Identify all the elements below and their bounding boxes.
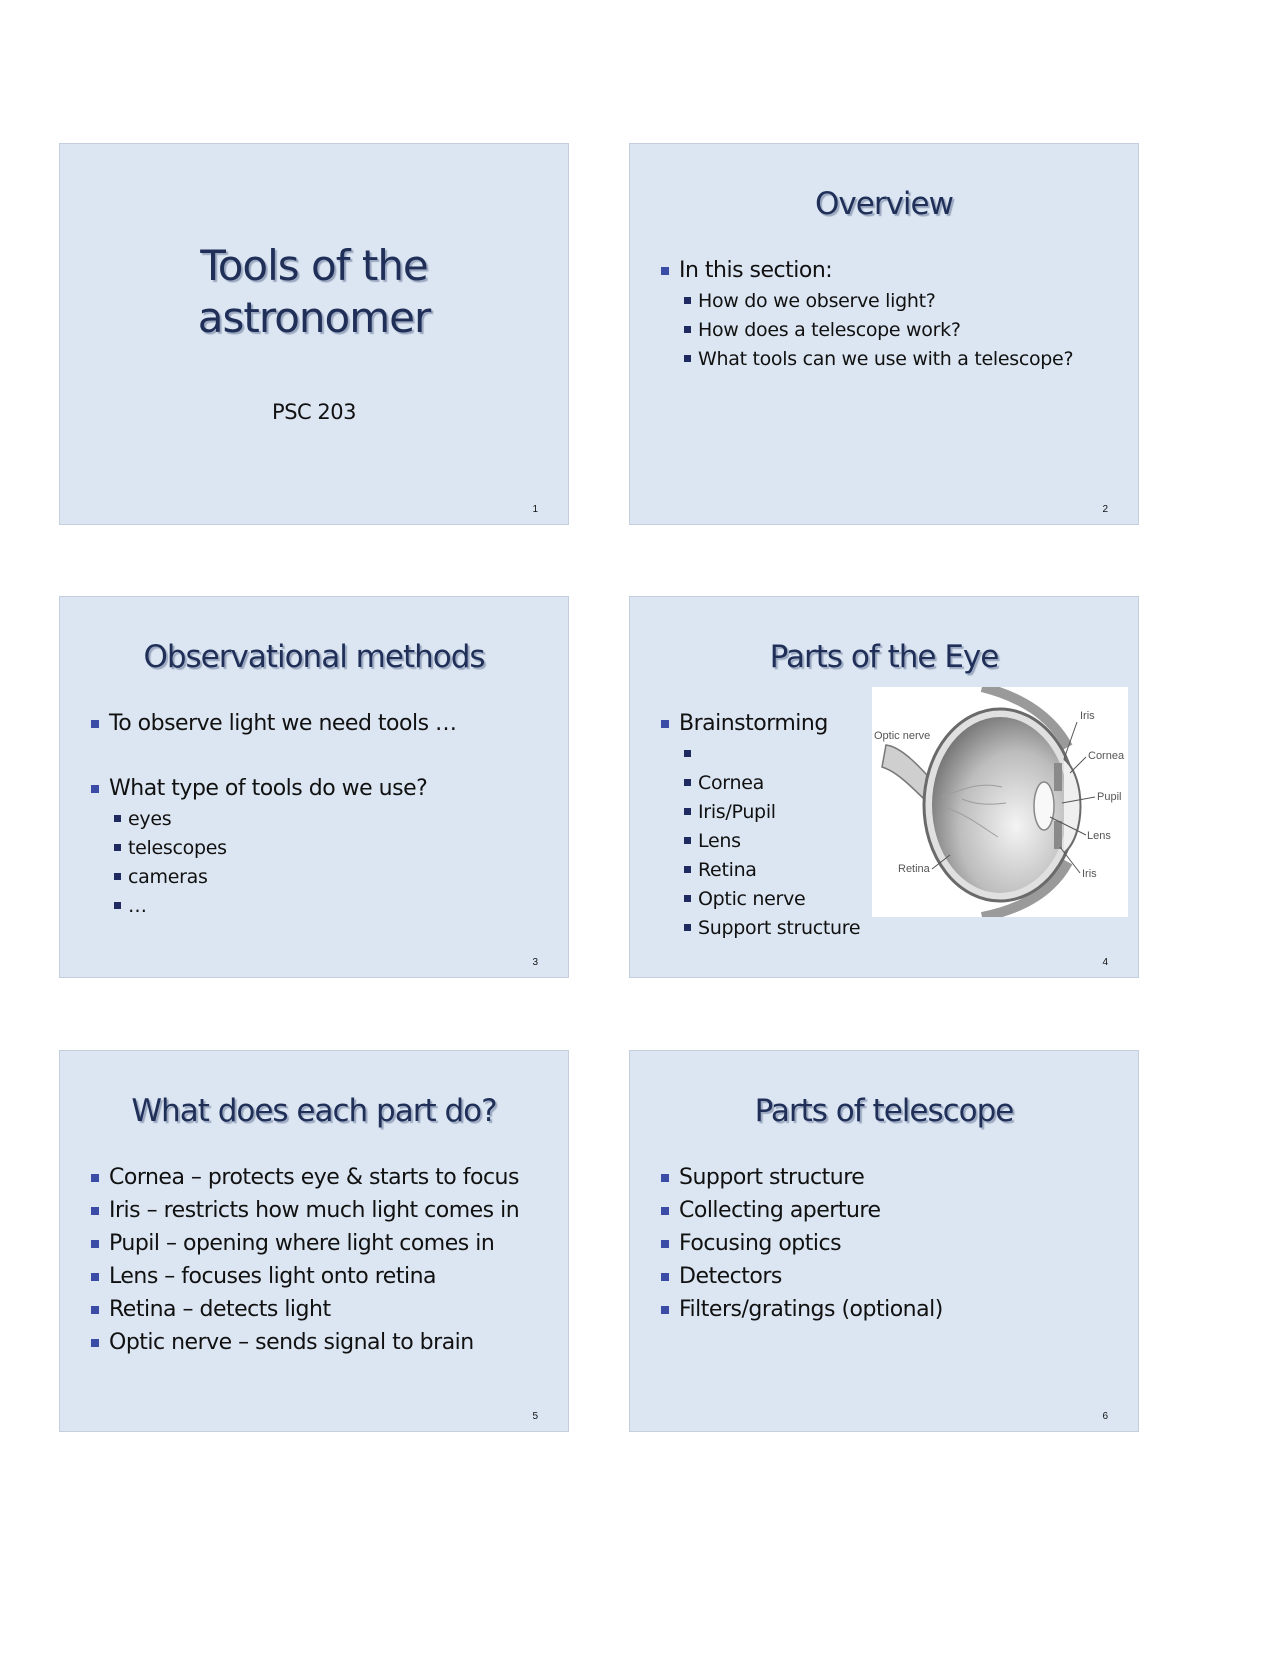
- list-item: telescopes: [90, 834, 457, 863]
- iris-upper-shape: [1054, 763, 1062, 791]
- eye-diagram: [872, 687, 1128, 917]
- slide-number: 4: [1102, 957, 1108, 968]
- bullet-list: [660, 707, 860, 943]
- list-item: Iris – restricts how much light comes in: [90, 1194, 519, 1227]
- list-item: …: [90, 892, 457, 921]
- title-line-2: astronomer: [197, 293, 431, 342]
- slide-title: Overview: [815, 186, 953, 222]
- label-retina: Retina: [898, 863, 930, 875]
- list-item: cameras: [90, 863, 457, 892]
- cornea-leader: [1070, 757, 1086, 773]
- list-item: Support structure: [660, 1161, 943, 1194]
- list-spacer: [90, 740, 457, 772]
- label-iris-bottom: Iris: [1082, 868, 1097, 880]
- title-line-1: Tools of the: [200, 241, 428, 290]
- slide-title: What does each part do?: [131, 1093, 497, 1129]
- label-iris-top: Iris: [1080, 710, 1095, 722]
- list-item: Focusing optics: [660, 1227, 943, 1260]
- slide-number: 6: [1102, 1411, 1108, 1422]
- eye-diagram-svg: [872, 687, 1128, 917]
- slide-subtitle: PSC 203: [272, 400, 356, 424]
- list-item: Retina: [660, 856, 860, 885]
- list-item: Pupil – opening where light comes in: [90, 1227, 519, 1260]
- list-item: Lens: [660, 827, 860, 856]
- bullet-list: [90, 1161, 519, 1359]
- list-item: Collecting aperture: [660, 1194, 943, 1227]
- slide-number: 3: [532, 957, 538, 968]
- slide-number: 5: [532, 1411, 538, 1422]
- list-item: Support structure: [660, 914, 860, 943]
- slide-title: [60, 240, 568, 344]
- list-item: What tools can we use with a telescope?: [660, 345, 1073, 374]
- list-item: Detectors: [660, 1260, 943, 1293]
- bullet-list: [660, 1161, 943, 1326]
- slide-number: 1: [532, 504, 538, 515]
- cornea-shape: [1064, 759, 1081, 853]
- slide-3: [59, 596, 569, 978]
- slide-1: [59, 143, 569, 525]
- bullet-list: [90, 707, 457, 921]
- label-cornea: Cornea: [1088, 750, 1125, 762]
- list-item: Filters/gratings (optional): [660, 1293, 943, 1326]
- label-pupil: Pupil: [1097, 791, 1122, 803]
- slide-title: Observational methods: [143, 639, 485, 675]
- list-item: Optic nerve: [660, 885, 860, 914]
- label-optic-nerve: Optic nerve: [874, 730, 931, 742]
- slide-6: [629, 1050, 1139, 1432]
- list-item: Cornea: [660, 769, 860, 798]
- list-item: To observe light we need tools …: [90, 707, 457, 740]
- list-item: Optic nerve – sends signal to brain: [90, 1326, 519, 1359]
- list-item: Cornea – protects eye & starts to focus: [90, 1161, 519, 1194]
- iris-lower-shape: [1054, 821, 1062, 849]
- slide-4: [629, 596, 1139, 978]
- list-item: In this section:: [660, 254, 1073, 287]
- list-item: Retina – detects light: [90, 1293, 519, 1326]
- slide-5: [59, 1050, 569, 1432]
- list-item: How does a telescope work?: [660, 316, 1073, 345]
- slide-title: Parts of the Eye: [769, 639, 999, 675]
- bullet-list: [660, 254, 1073, 374]
- list-item: eyes: [90, 805, 457, 834]
- list-item: Lens – focuses light onto retina: [90, 1260, 519, 1293]
- list-item: Iris/Pupil: [660, 798, 860, 827]
- label-lens: Lens: [1087, 830, 1111, 842]
- lens-shape: [1034, 782, 1054, 830]
- list-item: What type of tools do we use?: [90, 772, 457, 805]
- list-item: [660, 740, 860, 769]
- slide-2: [629, 143, 1139, 525]
- slide-title: Parts of telescope: [754, 1093, 1014, 1129]
- slide-number: 2: [1102, 504, 1108, 515]
- list-item: How do we observe light?: [660, 287, 1073, 316]
- list-item: Brainstorming: [660, 707, 860, 740]
